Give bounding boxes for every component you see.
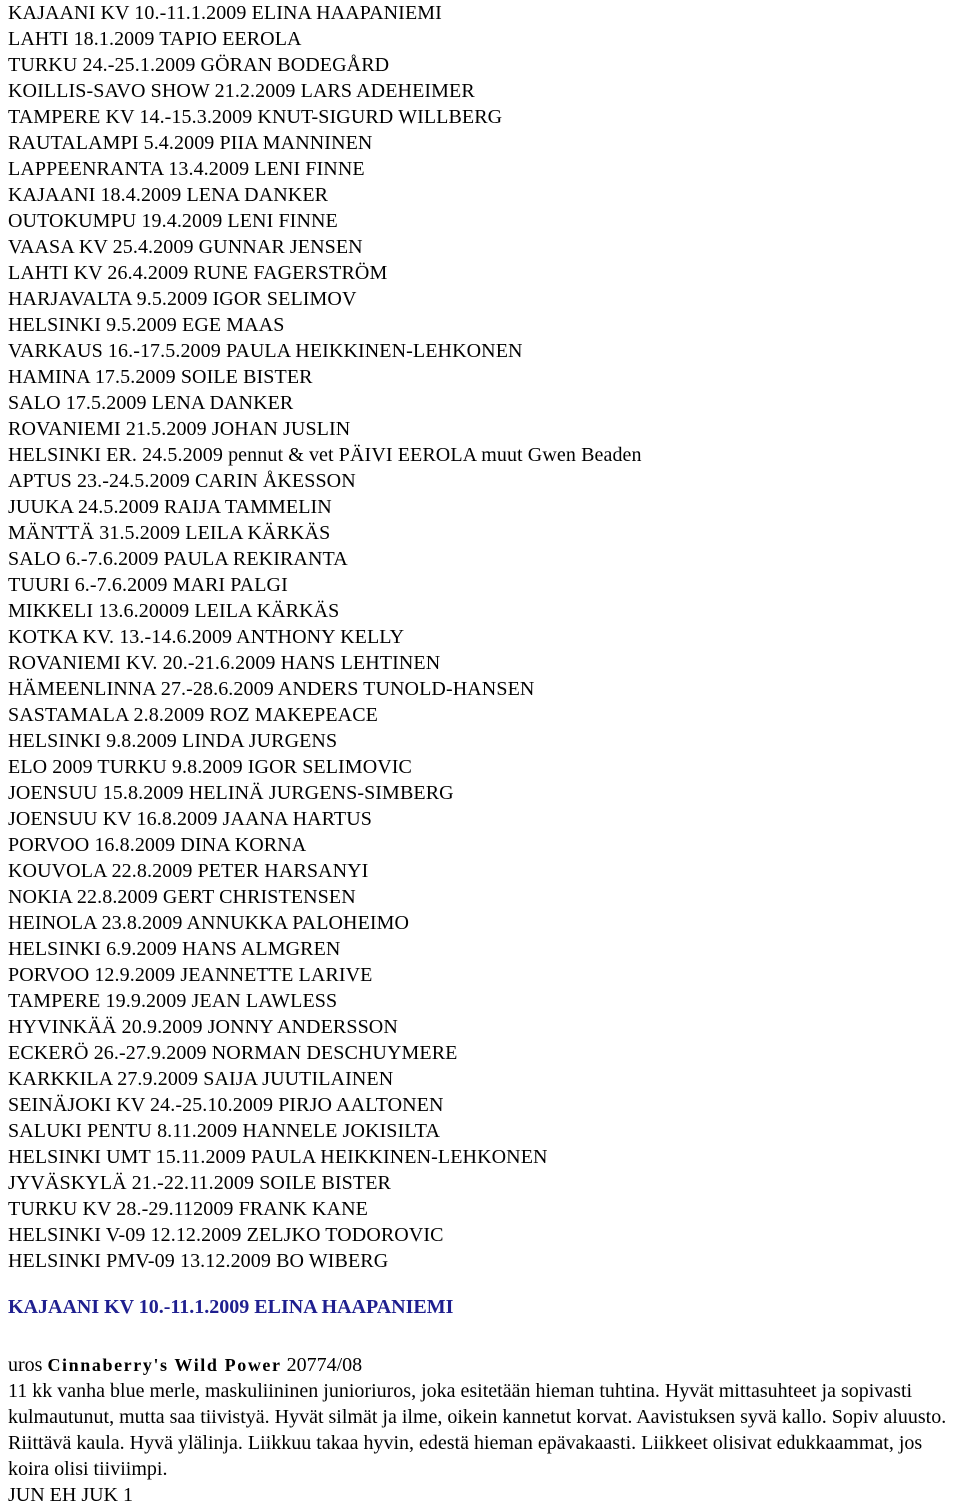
show-list-item: KOUVOLA 22.8.2009 PETER HARSANYI (8, 860, 369, 882)
show-list-item: TURKU KV 28.-29.112009 FRANK KANE (8, 1198, 368, 1220)
show-list-item: HELSINKI 9.8.2009 LINDA JURGENS (8, 730, 338, 752)
show-list-item: HELSINKI V-09 12.12.2009 ZELJKO TODOROVIC (8, 1224, 444, 1246)
result-text: JUN EH JUK 1 (8, 1484, 133, 1506)
show-list-item: SALO 6.-7.6.2009 PAULA REKIRANTA (8, 548, 348, 570)
show-list-item: TUURI 6.-7.6.2009 MARI PALGI (8, 574, 288, 596)
show-list-item: HELSINKI ER. 24.5.2009 pennut & vet PÄIVI EEROLA muut Gwen Beaden (8, 444, 642, 466)
show-list-item: VAASA KV 25.4.2009 GUNNAR JENSEN (8, 236, 363, 258)
show-list-item: KOTKA KV. 13.-14.6.2009 ANTHONY KELLY (8, 626, 405, 648)
show-list-item: MIKKELI 13.6.20009 LEILA KÄRKÄS (8, 600, 340, 622)
show-list-item: NOKIA 22.8.2009 GERT CHRISTENSEN (8, 886, 356, 908)
dog-entry-line (8, 1352, 362, 1378)
show-list-item: HYVINKÄÄ 20.9.2009 JONNY ANDERSSON (8, 1016, 398, 1038)
show-list-item: TURKU 24.-25.1.2009 GÖRAN BODEGÅRD (8, 54, 390, 76)
show-list-item: LAPPEENRANTA 13.4.2009 LENI FINNE (8, 158, 365, 180)
show-list-item: PORVOO 12.9.2009 JEANNETTE LARIVE (8, 964, 373, 986)
show-list-item: KAJAANI KV 10.-11.1.2009 ELINA HAAPANIEMI (8, 2, 442, 24)
show-list-item: ROVANIEMI 21.5.2009 JOHAN JUSLIN (8, 418, 351, 440)
show-list-item: RAUTALAMPI 5.4.2009 PIIA MANNINEN (8, 132, 373, 154)
document-page (8, 0, 952, 1506)
show-list-item: JUUKA 24.5.2009 RAIJA TAMMELIN (8, 496, 332, 518)
show-list-item: PORVOO 16.8.2009 DINA KORNA (8, 834, 307, 856)
show-list-item: SALO 17.5.2009 LENA DANKER (8, 392, 294, 414)
show-list-item: SEINÄJOKI KV 24.-25.10.2009 PIRJO AALTONEN (8, 1094, 444, 1116)
dog-name: Cinnaberry's Wild Power (47, 1355, 282, 1375)
show-list-item: MÄNTTÄ 31.5.2009 LEILA KÄRKÄS (8, 522, 331, 544)
show-list-item: JYVÄSKYLÄ 21.-22.11.2009 SOILE BISTER (8, 1172, 391, 1194)
dog-sex: uros (8, 1354, 43, 1376)
show-list-item: LAHTI 18.1.2009 TAPIO EEROLA (8, 28, 302, 50)
show-list-item: SALUKI PENTU 8.11.2009 HANNELE JOKISILTA (8, 1120, 441, 1142)
show-list-item: KAJAANI 18.4.2009 LENA DANKER (8, 184, 329, 206)
show-list-item: HEINOLA 23.8.2009 ANNUKKA PALOHEIMO (8, 912, 410, 934)
show-list (8, 0, 952, 1274)
show-list-item: ELO 2009 TURKU 9.8.2009 IGOR SELIMOVIC (8, 756, 412, 778)
show-list-item: HELSINKI 6.9.2009 HANS ALMGREN (8, 938, 341, 960)
show-list-item: KOILLIS-SAVO SHOW 21.2.2009 LARS ADEHEIMER (8, 80, 475, 102)
section-heading: KAJAANI KV 10.-11.1.2009 ELINA HAAPANIEMI (8, 1296, 454, 1318)
show-list-item: ECKERÖ 26.-27.9.2009 NORMAN DESCHUYMERE (8, 1042, 458, 1064)
show-list-item: JOENSUU 15.8.2009 HELINÄ JURGENS-SIMBERG (8, 782, 454, 804)
show-list-item: HELSINKI UMT 15.11.2009 PAULA HEIKKINEN-LEHKONEN (8, 1146, 548, 1168)
show-list-item: JOENSUU KV 16.8.2009 JAANA HARTUS (8, 808, 372, 830)
show-list-item: HARJAVALTA 9.5.2009 IGOR SELIMOV (8, 288, 357, 310)
show-list-item: APTUS 23.-24.5.2009 CARIN ÅKESSON (8, 470, 356, 492)
show-list-item: LAHTI KV 26.4.2009 RUNE FAGERSTRÖM (8, 262, 388, 284)
show-list-item: HELSINKI 9.5.2009 EGE MAAS (8, 314, 285, 336)
show-list-item: TAMPERE KV 14.-15.3.2009 KNUT-SIGURD WILLBERG (8, 106, 503, 128)
show-list-item: ROVANIEMI KV. 20.-21.6.2009 HANS LEHTINEN (8, 652, 441, 674)
show-list-item: HAMINA 17.5.2009 SOILE BISTER (8, 366, 313, 388)
dog-reg-number: 20774/08 (286, 1354, 363, 1376)
show-list-item: VARKAUS 16.-17.5.2009 PAULA HEIKKINEN-LEHKONEN (8, 340, 523, 362)
critique-text: 11 kk vanha blue merle, maskuliininen junioriuros, joka esitetään hieman tuhtina. Hyvät mittasuhteet ja sopivasti kulmautunut, mutta saa tiivistyä. Hyvät silmät ja ilme, oikein kannetut korvat. Aavistuksen syvä kallo. Sopiv aluusto. Riittävä kaula. Hyvä ylälinja. Liikkuu takaa hyvin, edestä hieman epävakaasti. Liikkeet olisivat edukkaammat, jos koira olisi tiiviimpi. (8, 1380, 947, 1480)
show-list-item: SASTAMALA 2.8.2009 ROZ MAKEPEACE (8, 704, 378, 726)
show-list-item: OUTOKUMPU 19.4.2009 LENI FINNE (8, 210, 338, 232)
show-list-item: TAMPERE 19.9.2009 JEAN LAWLESS (8, 990, 338, 1012)
show-list-item: HELSINKI PMV-09 13.12.2009 BO WIBERG (8, 1250, 389, 1272)
show-list-item: HÄMEENLINNA 27.-28.6.2009 ANDERS TUNOLD-HANSEN (8, 678, 535, 700)
show-list-item: KARKKILA 27.9.2009 SAIJA JUUTILAINEN (8, 1068, 394, 1090)
